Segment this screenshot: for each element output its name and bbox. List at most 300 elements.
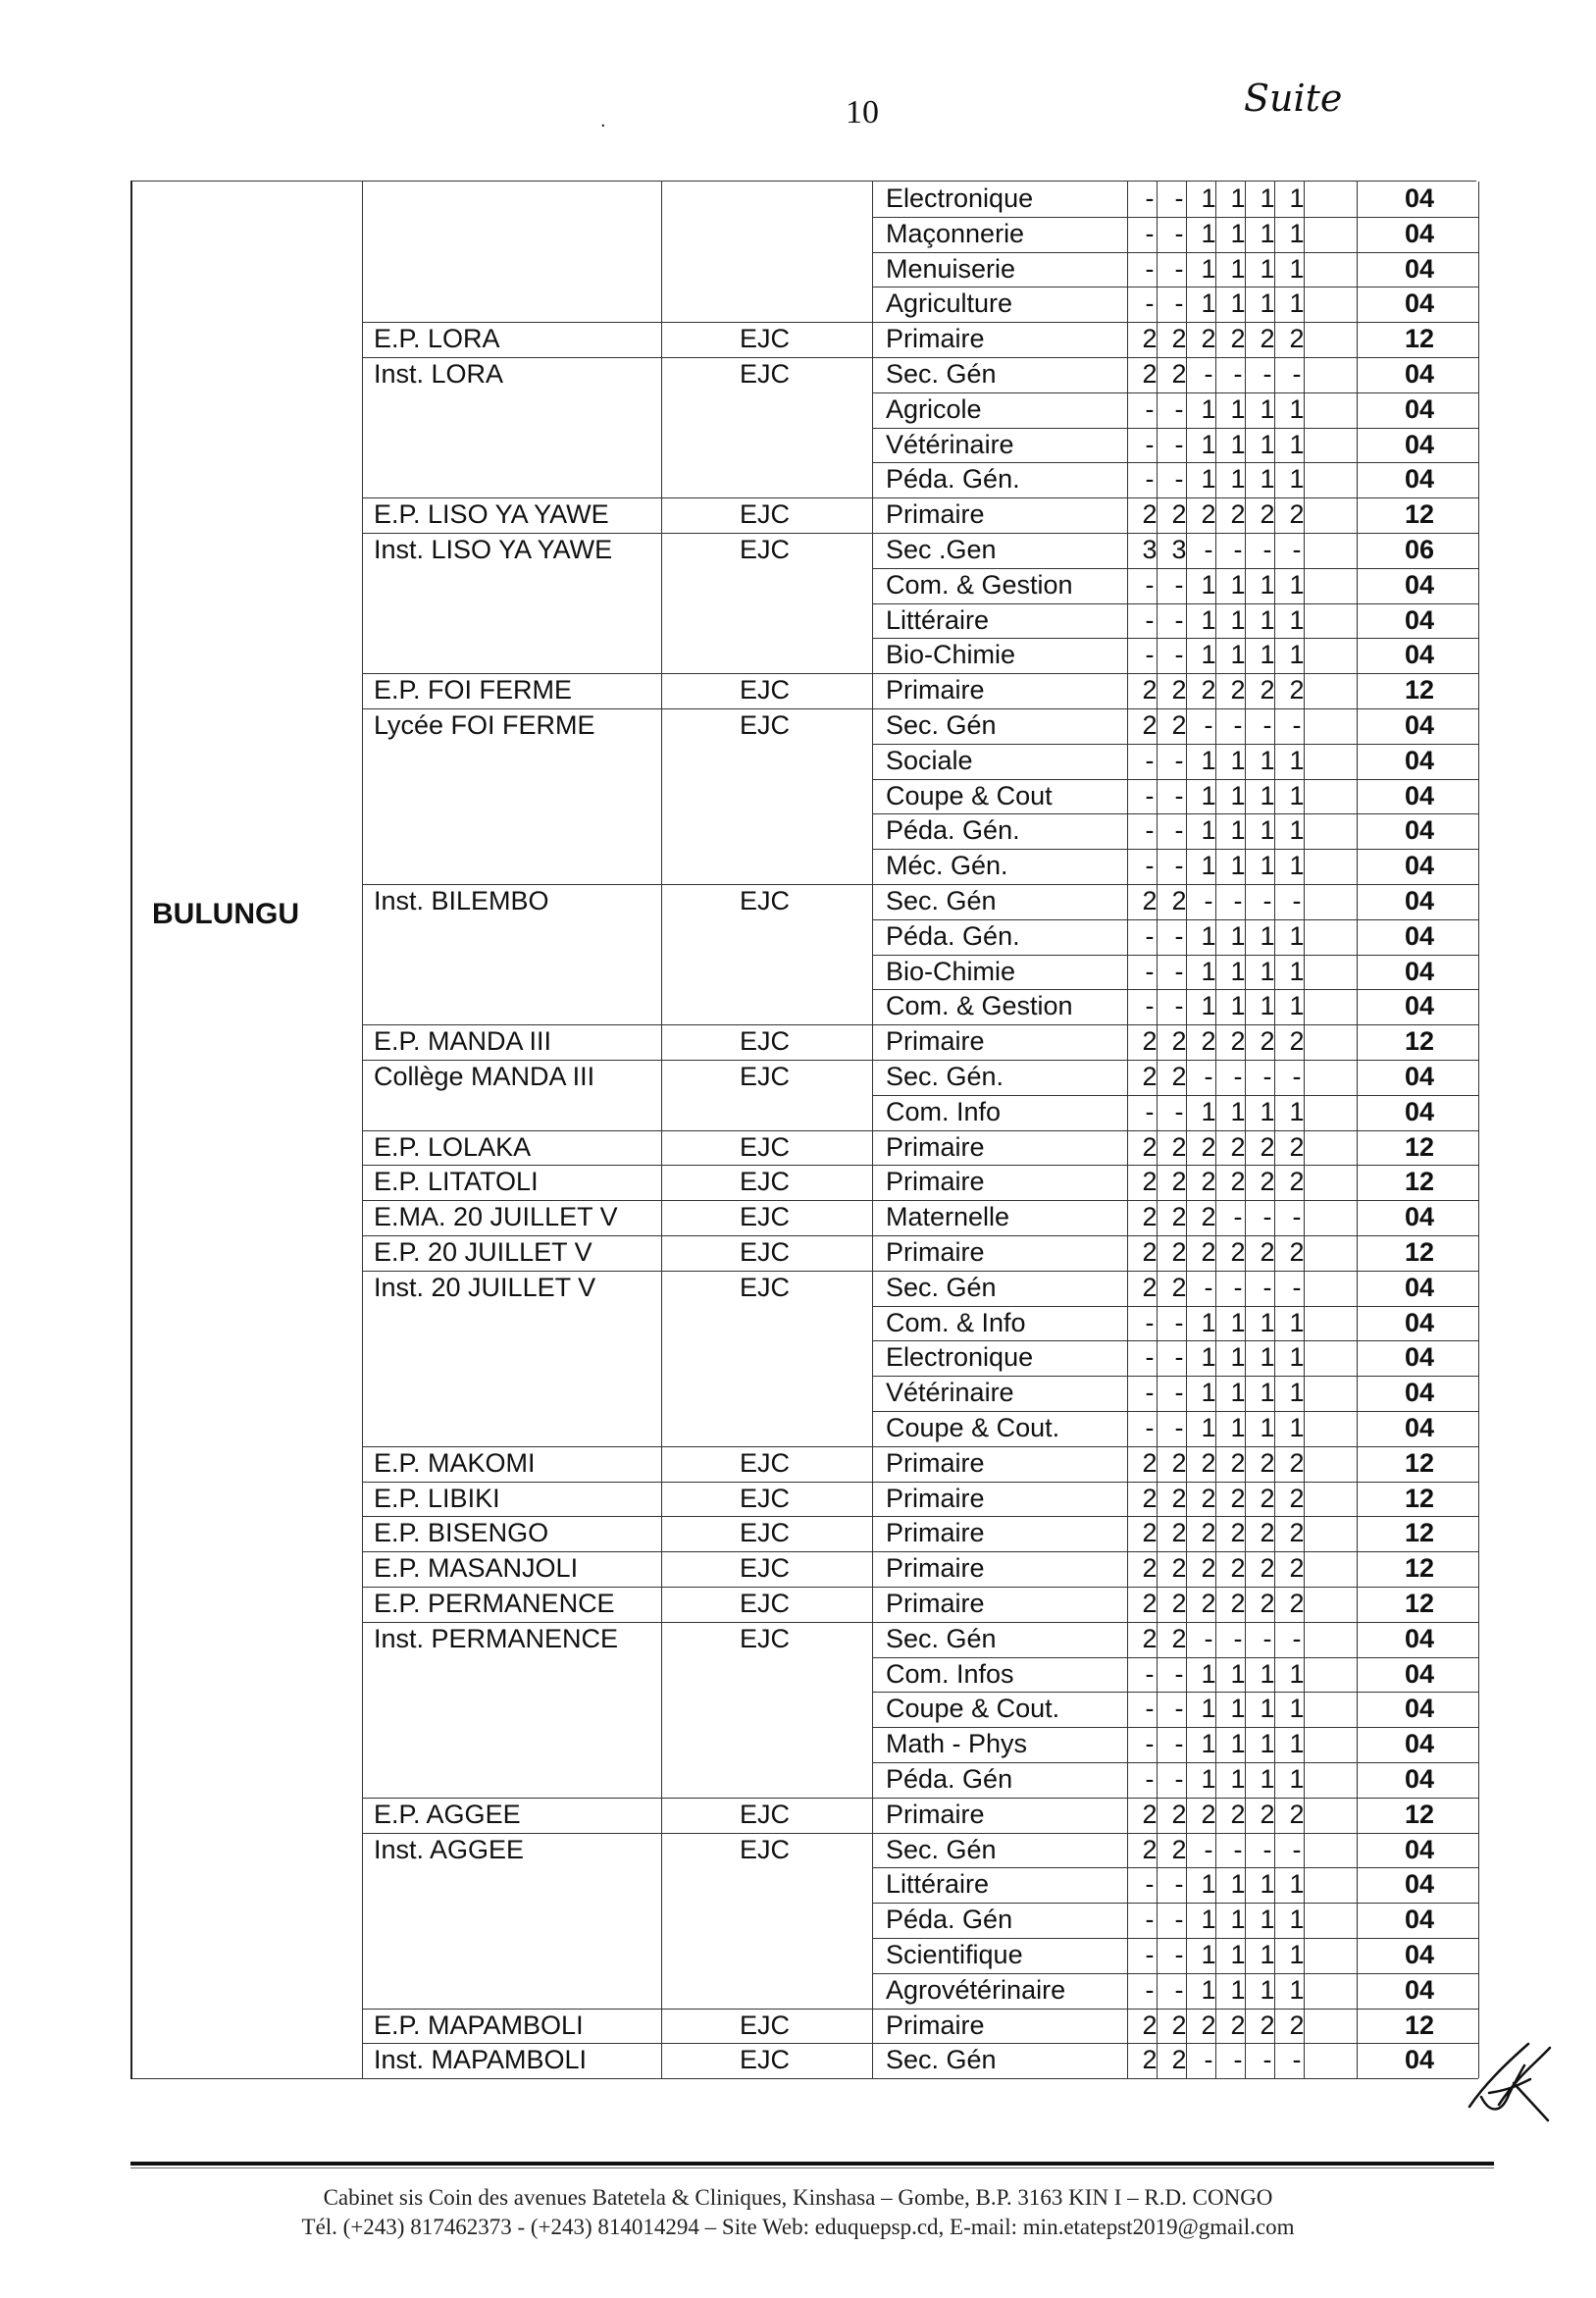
total-count: 04: [1404, 1905, 1435, 1935]
year-count: -: [1145, 604, 1155, 635]
option-name: Primaire: [886, 1518, 985, 1548]
year-count: 2: [1260, 2010, 1275, 2040]
school-regime: EJC: [740, 675, 791, 705]
year-count: -: [1145, 1905, 1155, 1935]
year-count: 2: [1260, 499, 1275, 530]
option-name: Littéraire: [886, 604, 990, 635]
year-count: 2: [1230, 1167, 1246, 1197]
year-count: -: [1174, 288, 1184, 319]
year-count: 2: [1171, 1834, 1187, 1864]
year-count: 2: [1171, 710, 1187, 740]
school-regime: EJC: [740, 1799, 791, 1829]
year-count: 1: [1230, 393, 1246, 424]
year-count: 1: [1230, 1764, 1246, 1794]
year-count: 1: [1230, 218, 1246, 248]
school-divider: [362, 708, 1478, 709]
school-regime: EJC: [740, 1518, 791, 1548]
school-name: E.P. LORA: [374, 324, 500, 354]
school-name: E.P. PERMANENCE: [374, 1589, 615, 1618]
year-count: 2: [1171, 1026, 1187, 1057]
year-count: 2: [1142, 886, 1158, 915]
year-count: 1: [1260, 288, 1275, 319]
school-name: Inst. LORA: [374, 359, 504, 389]
column-divider: [872, 182, 873, 2078]
year-count: 2: [1142, 359, 1158, 389]
school-divider: [362, 1798, 1478, 1799]
total-count: 04: [1404, 956, 1435, 986]
year-count: 1: [1201, 991, 1216, 1021]
year-count: 2: [1260, 1483, 1275, 1513]
option-name: Primaire: [886, 499, 985, 530]
year-count: -: [1233, 1834, 1243, 1864]
total-count: 12: [1404, 1447, 1435, 1478]
option-name: Sec. Gén: [886, 1834, 997, 1864]
year-count: 2: [1171, 359, 1187, 389]
year-count: -: [1262, 359, 1272, 389]
year-count: -: [1145, 393, 1155, 424]
year-count: 2: [1201, 1447, 1216, 1478]
year-count: -: [1174, 851, 1184, 881]
year-count: 1: [1230, 1342, 1246, 1373]
option-name: Math - Phys: [886, 1729, 1028, 1759]
year-count: 2: [1142, 1272, 1158, 1302]
count-divider: [1245, 182, 1246, 2078]
year-count: 1: [1260, 851, 1275, 881]
year-count: -: [1262, 886, 1272, 915]
year-count: -: [1145, 1764, 1155, 1794]
year-count: 1: [1260, 1307, 1275, 1337]
school-divider: [362, 1130, 1478, 1131]
option-name: Coupe & Cout.: [886, 1413, 1060, 1442]
year-count: 2: [1230, 1799, 1246, 1829]
total-count: 04: [1404, 710, 1435, 740]
year-count: 2: [1260, 1237, 1275, 1267]
year-count: 2: [1142, 1553, 1158, 1584]
year-count: -: [1145, 1378, 1155, 1408]
total-count: 04: [1404, 1694, 1435, 1724]
school-regime: EJC: [740, 1272, 791, 1302]
school-name: Inst. AGGEE: [374, 1834, 525, 1864]
school-regime: EJC: [740, 1131, 791, 1162]
year-count: -: [1233, 535, 1243, 564]
school-divider: [362, 2009, 1478, 2010]
total-divider: [1357, 182, 1358, 2078]
option-name: Primaire: [886, 1131, 985, 1162]
total-count: 04: [1404, 2045, 1435, 2075]
year-count: -: [1145, 1694, 1155, 1724]
year-count: 1: [1289, 1096, 1305, 1126]
total-count: 04: [1404, 1307, 1435, 1337]
year-count: -: [1174, 393, 1184, 424]
year-count: 2: [1260, 1167, 1275, 1197]
column-divider: [661, 182, 662, 2078]
year-count: 1: [1201, 1694, 1216, 1724]
year-count: -: [1292, 1202, 1302, 1232]
year-count: 2: [1142, 2045, 1158, 2075]
year-count: -: [1174, 815, 1184, 846]
year-count: -: [1145, 920, 1155, 951]
school-regime: EJC: [740, 1026, 791, 1057]
option-name: Sec. Gén: [886, 710, 997, 740]
school-name: E.P. 20 JUILLET V: [374, 1237, 592, 1267]
year-count: 2: [1230, 1518, 1246, 1548]
year-count: 1: [1289, 1378, 1305, 1408]
year-count: -: [1174, 1658, 1184, 1689]
year-count: 1: [1201, 815, 1216, 846]
option-name: Sec. Gén: [886, 2045, 997, 2075]
year-count: -: [1145, 815, 1155, 846]
total-count: 04: [1404, 288, 1435, 319]
option-name: Coupe & Cout: [886, 780, 1053, 810]
year-count: 2: [1142, 675, 1158, 705]
year-count: 2: [1201, 1518, 1216, 1548]
year-count: 2: [1289, 2010, 1305, 2040]
year-count: 1: [1201, 780, 1216, 810]
year-count: -: [1145, 1413, 1155, 1442]
year-count: 1: [1289, 920, 1305, 951]
year-count: 1: [1201, 1413, 1216, 1442]
year-count: -: [1145, 780, 1155, 810]
table-bottom: [132, 2078, 1478, 2079]
school-name: Inst. BILEMBO: [374, 886, 549, 915]
handwritten-signature: [1460, 2036, 1558, 2124]
year-count: 2: [1171, 1167, 1187, 1197]
school-regime: EJC: [740, 710, 791, 740]
option-name: Primaire: [886, 1553, 985, 1584]
year-count: 1: [1289, 1307, 1305, 1337]
option-name: Primaire: [886, 675, 985, 705]
year-count: -: [1292, 1272, 1302, 1302]
year-count: 1: [1260, 604, 1275, 635]
year-count: 2: [1171, 2045, 1187, 2075]
year-count: 2: [1171, 1131, 1187, 1162]
school-name: E.P. LIBIKI: [374, 1483, 500, 1513]
year-count: -: [1233, 1623, 1243, 1653]
year-count: 1: [1260, 429, 1275, 459]
year-count: -: [1204, 1062, 1213, 1091]
year-count: 2: [1201, 1026, 1216, 1057]
option-name: Primaire: [886, 1237, 985, 1267]
year-count: 1: [1201, 288, 1216, 319]
year-count: 1: [1260, 920, 1275, 951]
year-count: 1: [1289, 1658, 1305, 1689]
year-count: 2: [1171, 675, 1187, 705]
school-regime: EJC: [740, 1237, 791, 1267]
year-count: -: [1174, 1096, 1184, 1126]
total-count: 12: [1404, 1518, 1435, 1548]
year-count: -: [1233, 1272, 1243, 1302]
year-count: -: [1174, 604, 1184, 635]
year-count: -: [1262, 1834, 1272, 1864]
year-count: -: [1292, 1834, 1302, 1864]
school-name: E.P. MASANJOLI: [374, 1553, 579, 1584]
school-name: E.P. AGGEE: [374, 1799, 521, 1829]
year-count: 2: [1289, 499, 1305, 530]
option-name: Maternelle: [886, 1202, 1010, 1232]
year-count: 1: [1260, 956, 1275, 986]
total-count: 12: [1404, 1026, 1435, 1057]
total-count: 12: [1404, 1589, 1435, 1618]
option-name: Sec. Gén: [886, 1623, 997, 1653]
school-divider: [362, 1235, 1478, 1236]
year-count: 2: [1171, 1518, 1187, 1548]
school-divider: [362, 1482, 1478, 1483]
year-count: 2: [1142, 1518, 1158, 1548]
year-count: 2: [1171, 1062, 1187, 1091]
total-count: 04: [1404, 1062, 1435, 1091]
total-count: 04: [1404, 1729, 1435, 1759]
year-count: 1: [1230, 991, 1246, 1021]
school-divider: [362, 2043, 1478, 2044]
year-count: 2: [1142, 1026, 1158, 1057]
year-count: 1: [1201, 920, 1216, 951]
year-count: 2: [1142, 1589, 1158, 1618]
school-regime: EJC: [740, 535, 791, 564]
year-count: -: [1233, 886, 1243, 915]
option-name: Péda. Gén.: [886, 464, 1020, 495]
year-count: -: [1145, 640, 1155, 670]
total-count: 04: [1404, 1869, 1435, 1900]
year-count: -: [1262, 1202, 1272, 1232]
year-count: -: [1174, 1974, 1184, 2005]
year-count: 2: [1171, 1202, 1187, 1232]
year-count: -: [1145, 429, 1155, 459]
total-count: 04: [1404, 464, 1435, 495]
year-count: 1: [1260, 569, 1275, 600]
school-regime: EJC: [740, 1062, 791, 1091]
option-name: Scientifique: [886, 1940, 1023, 1969]
option-name: Sec. Gén.: [886, 1062, 1004, 1091]
year-count: -: [1233, 1202, 1243, 1232]
option-name: Com. Info: [886, 1096, 1002, 1126]
year-count: -: [1292, 535, 1302, 564]
year-count: 1: [1230, 1096, 1246, 1126]
year-count: 1: [1230, 569, 1246, 600]
year-count: 2: [1260, 1447, 1275, 1478]
year-count: -: [1174, 464, 1184, 495]
year-count: -: [1145, 1307, 1155, 1337]
year-count: 1: [1201, 745, 1216, 775]
year-count: 2: [1230, 499, 1246, 530]
year-count: 2: [1289, 1483, 1305, 1513]
count-divider: [1186, 182, 1187, 2078]
year-count: -: [1204, 535, 1213, 564]
year-count: -: [1292, 710, 1302, 740]
year-count: -: [1174, 218, 1184, 248]
year-count: 2: [1171, 1483, 1187, 1513]
year-count: 2: [1171, 499, 1187, 530]
year-count: 2: [1171, 1799, 1187, 1829]
year-count: 2: [1142, 1167, 1158, 1197]
year-count: 2: [1142, 1447, 1158, 1478]
year-count: -: [1204, 359, 1213, 389]
year-count: 1: [1289, 956, 1305, 986]
year-count: 2: [1260, 1131, 1275, 1162]
school-divider: [362, 533, 1478, 534]
year-count: 1: [1201, 1342, 1216, 1373]
year-count: 2: [1142, 1131, 1158, 1162]
total-count: 04: [1404, 1940, 1435, 1969]
year-count: 2: [1230, 1553, 1246, 1584]
year-count: 1: [1201, 393, 1216, 424]
year-count: 2: [1289, 1799, 1305, 1829]
school-regime: EJC: [740, 1553, 791, 1584]
total-count: 06: [1404, 535, 1435, 564]
option-name: Méc. Gén.: [886, 851, 1008, 881]
school-regime: EJC: [740, 1623, 791, 1653]
total-count: 04: [1404, 393, 1435, 424]
year-count: -: [1174, 1940, 1184, 1969]
total-count: 12: [1404, 1131, 1435, 1162]
year-count: 2: [1171, 1623, 1187, 1653]
school-divider: [362, 1060, 1478, 1061]
year-count: 2: [1260, 1799, 1275, 1829]
year-count: 1: [1201, 956, 1216, 986]
year-count: 1: [1289, 604, 1305, 635]
year-count: 1: [1230, 1658, 1246, 1689]
total-count: 12: [1404, 499, 1435, 530]
option-name: Vétérinaire: [886, 1378, 1014, 1408]
year-count: 1: [1260, 745, 1275, 775]
year-count: 1: [1289, 1729, 1305, 1759]
year-count: 2: [1260, 675, 1275, 705]
year-count: -: [1262, 1062, 1272, 1091]
year-count: 1: [1260, 780, 1275, 810]
school-regime: EJC: [740, 1447, 791, 1478]
year-count: 2: [1289, 1167, 1305, 1197]
year-count: 2: [1230, 1237, 1246, 1267]
year-count: 1: [1201, 1658, 1216, 1689]
year-count: 1: [1201, 851, 1216, 881]
school-name: E.P. LISO YA YAWE: [374, 499, 609, 530]
year-count: 2: [1289, 1589, 1305, 1618]
school-divider: [362, 1587, 1478, 1588]
school-divider: [362, 884, 1478, 885]
year-count: 2: [1230, 1026, 1246, 1057]
total-count: 12: [1404, 324, 1435, 354]
total-count: 12: [1404, 675, 1435, 705]
option-name: Primaire: [886, 1799, 985, 1829]
year-count: 2: [1260, 324, 1275, 354]
year-count: 1: [1289, 1974, 1305, 2005]
school-divider: [362, 322, 1478, 323]
year-count: -: [1233, 1062, 1243, 1091]
year-count: 2: [1289, 1447, 1305, 1478]
total-count: 04: [1404, 1342, 1435, 1373]
school-regime: EJC: [740, 2010, 791, 2040]
school-name: Inst. MAPAMBOLI: [374, 2045, 588, 2075]
year-count: 2: [1201, 1799, 1216, 1829]
year-count: 1: [1260, 991, 1275, 1021]
year-count: 2: [1142, 1202, 1158, 1232]
year-count: 2: [1142, 710, 1158, 740]
year-count: 1: [1230, 1413, 1246, 1442]
year-count: 1: [1230, 604, 1246, 635]
option-name: Agricole: [886, 393, 982, 424]
year-count: 1: [1230, 1307, 1246, 1337]
option-name: Sec .Gen: [886, 535, 997, 564]
school-divider: [362, 1271, 1478, 1272]
year-count: -: [1262, 1623, 1272, 1653]
year-count: -: [1204, 1623, 1213, 1653]
option-name: Electronique: [886, 1342, 1034, 1373]
option-name: Bio-Chimie: [886, 640, 1016, 670]
year-count: 1: [1289, 393, 1305, 424]
school-name: Lycée FOI FERME: [374, 710, 595, 740]
count-divider: [1304, 182, 1305, 2078]
option-name: Coupe & Cout.: [886, 1694, 1060, 1724]
year-count: 2: [1230, 2010, 1246, 2040]
year-count: 1: [1230, 956, 1246, 986]
year-count: 1: [1230, 1729, 1246, 1759]
year-count: 1: [1201, 429, 1216, 459]
year-count: -: [1262, 710, 1272, 740]
year-count: 1: [1289, 218, 1305, 248]
year-count: 1: [1289, 288, 1305, 319]
year-count: 1: [1230, 429, 1246, 459]
year-count: 1: [1289, 464, 1305, 495]
option-name: Primaire: [886, 324, 985, 354]
year-count: 1: [1260, 1974, 1275, 2005]
total-count: 04: [1404, 991, 1435, 1021]
year-count: -: [1292, 1623, 1302, 1653]
option-name: Péda. Gén: [886, 1905, 1013, 1935]
total-count: 04: [1404, 1658, 1435, 1689]
option-name: Sociale: [886, 745, 973, 775]
year-count: 1: [1289, 1413, 1305, 1442]
year-count: 1: [1260, 1729, 1275, 1759]
total-count: 04: [1404, 1413, 1435, 1442]
year-count: -: [1174, 1694, 1184, 1724]
school-name: Collège MANDA III: [374, 1062, 595, 1091]
school-divider: [362, 357, 1478, 358]
school-divider: [362, 1516, 1478, 1517]
table-right-edge: [1478, 182, 1479, 2078]
school-regime: EJC: [740, 886, 791, 915]
year-count: 2: [1142, 2010, 1158, 2040]
year-count: 1: [1260, 1342, 1275, 1373]
year-count: 1: [1230, 464, 1246, 495]
year-count: 2: [1260, 1026, 1275, 1057]
school-name: E.P. BISENGO: [374, 1518, 549, 1548]
school-name: E.P. MANDA III: [374, 1026, 552, 1057]
total-count: 04: [1404, 1272, 1435, 1302]
year-count: 2: [1201, 1131, 1216, 1162]
year-count: -: [1292, 886, 1302, 915]
year-count: -: [1174, 1905, 1184, 1935]
year-count: -: [1233, 2045, 1243, 2075]
year-count: 2: [1142, 1799, 1158, 1829]
year-count: 1: [1230, 1905, 1246, 1935]
option-name: Agriculture: [886, 288, 1013, 319]
total-count: 04: [1404, 1834, 1435, 1864]
year-count: -: [1145, 464, 1155, 495]
year-count: 1: [1230, 253, 1246, 284]
year-count: 1: [1289, 815, 1305, 846]
suite-label: Suite: [1244, 77, 1343, 120]
year-count: 1: [1260, 815, 1275, 846]
total-count: 04: [1404, 920, 1435, 951]
year-count: 2: [1260, 1589, 1275, 1618]
total-count: 04: [1404, 886, 1435, 915]
year-count: 2: [1289, 324, 1305, 354]
year-count: 1: [1201, 1905, 1216, 1935]
year-count: 2: [1142, 1834, 1158, 1864]
year-count: -: [1145, 991, 1155, 1021]
year-count: 2: [1201, 1553, 1216, 1584]
year-count: -: [1145, 851, 1155, 881]
year-count: 1: [1260, 183, 1275, 213]
